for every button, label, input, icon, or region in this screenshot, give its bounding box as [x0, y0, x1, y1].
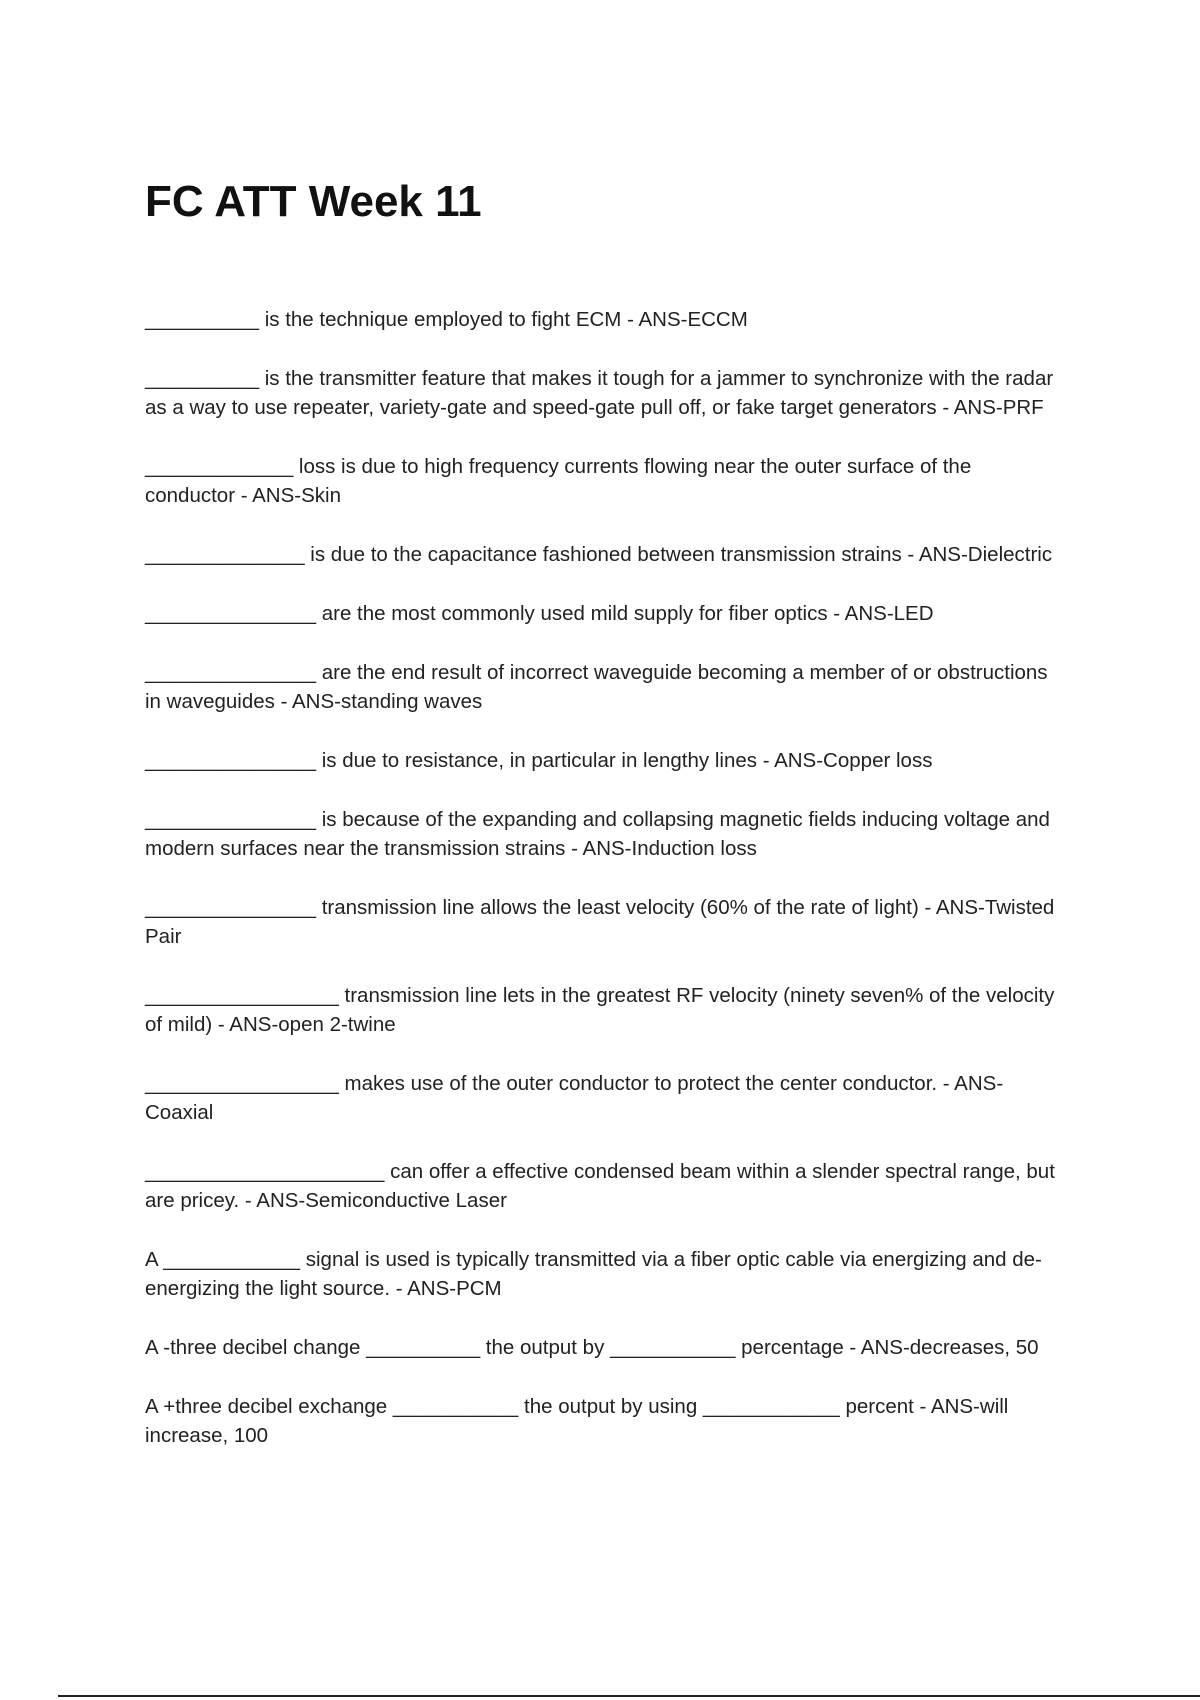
question-item: _______________ is because of the expanding and collapsing magnetic fields inducing voltage and modern surfaces near the transmission strains - ANS-Induction loss	[145, 808, 1050, 860]
question-item: _______________ are the end result of incorrect waveguide becoming a member of or obstructions in waveguides - ANS-standing waves	[145, 661, 1048, 713]
question-item: ______________ is due to the capacitance fashioned between transmission strains - ANS-Dielectric	[145, 543, 1053, 566]
question-item: _______________ is due to resistance, in particular in lengthy lines - ANS-Copper loss	[145, 749, 933, 772]
question-item: A +three decibel exchange ___________ the output by using ____________ percent - ANS-will increase, 100	[145, 1395, 1009, 1447]
question-item: _____________ loss is due to high frequency currents flowing near the outer surface of the conductor - ANS-Skin	[145, 455, 972, 507]
question-item: _______________ transmission line allows the least velocity (60% of the rate of light) - ANS-Twisted Pair	[145, 896, 1055, 948]
question-item: __________ is the transmitter feature that makes it tough for a jammer to synchronize with the radar as a way to use repeater, variety-gate and speed-gate pull off, or fake target generators - ANS-PRF	[145, 367, 1054, 419]
question-item: A ____________ signal is used is typically transmitted via a fiber optic cable via energizing and de-energizing the light source. - ANS-PCM	[145, 1248, 1042, 1300]
question-item: _______________ are the most commonly used mild supply for fiber optics - ANS-LED	[145, 602, 934, 625]
question-item: _____________________ can offer a effective condensed beam within a slender spectral range, but are pricey. - ANS-Semiconductive Laser	[145, 1160, 1055, 1212]
footer-divider	[58, 1695, 1200, 1697]
question-item: A -three decibel change __________ the output by ___________ percentage - ANS-decreases, 50	[145, 1336, 1039, 1359]
question-item: _________________ transmission line lets in the greatest RF velocity (ninety seven% of the velocity of mild) - ANS-open 2-twine	[145, 984, 1055, 1036]
question-item: _________________ makes use of the outer conductor to protect the center conductor. - ANS-Coaxial	[145, 1072, 1004, 1124]
page-title: FC ATT Week 11	[145, 177, 482, 226]
question-list	[145, 305, 1065, 1480]
question-item: __________ is the technique employed to fight ECM - ANS-ECCM	[145, 308, 748, 331]
